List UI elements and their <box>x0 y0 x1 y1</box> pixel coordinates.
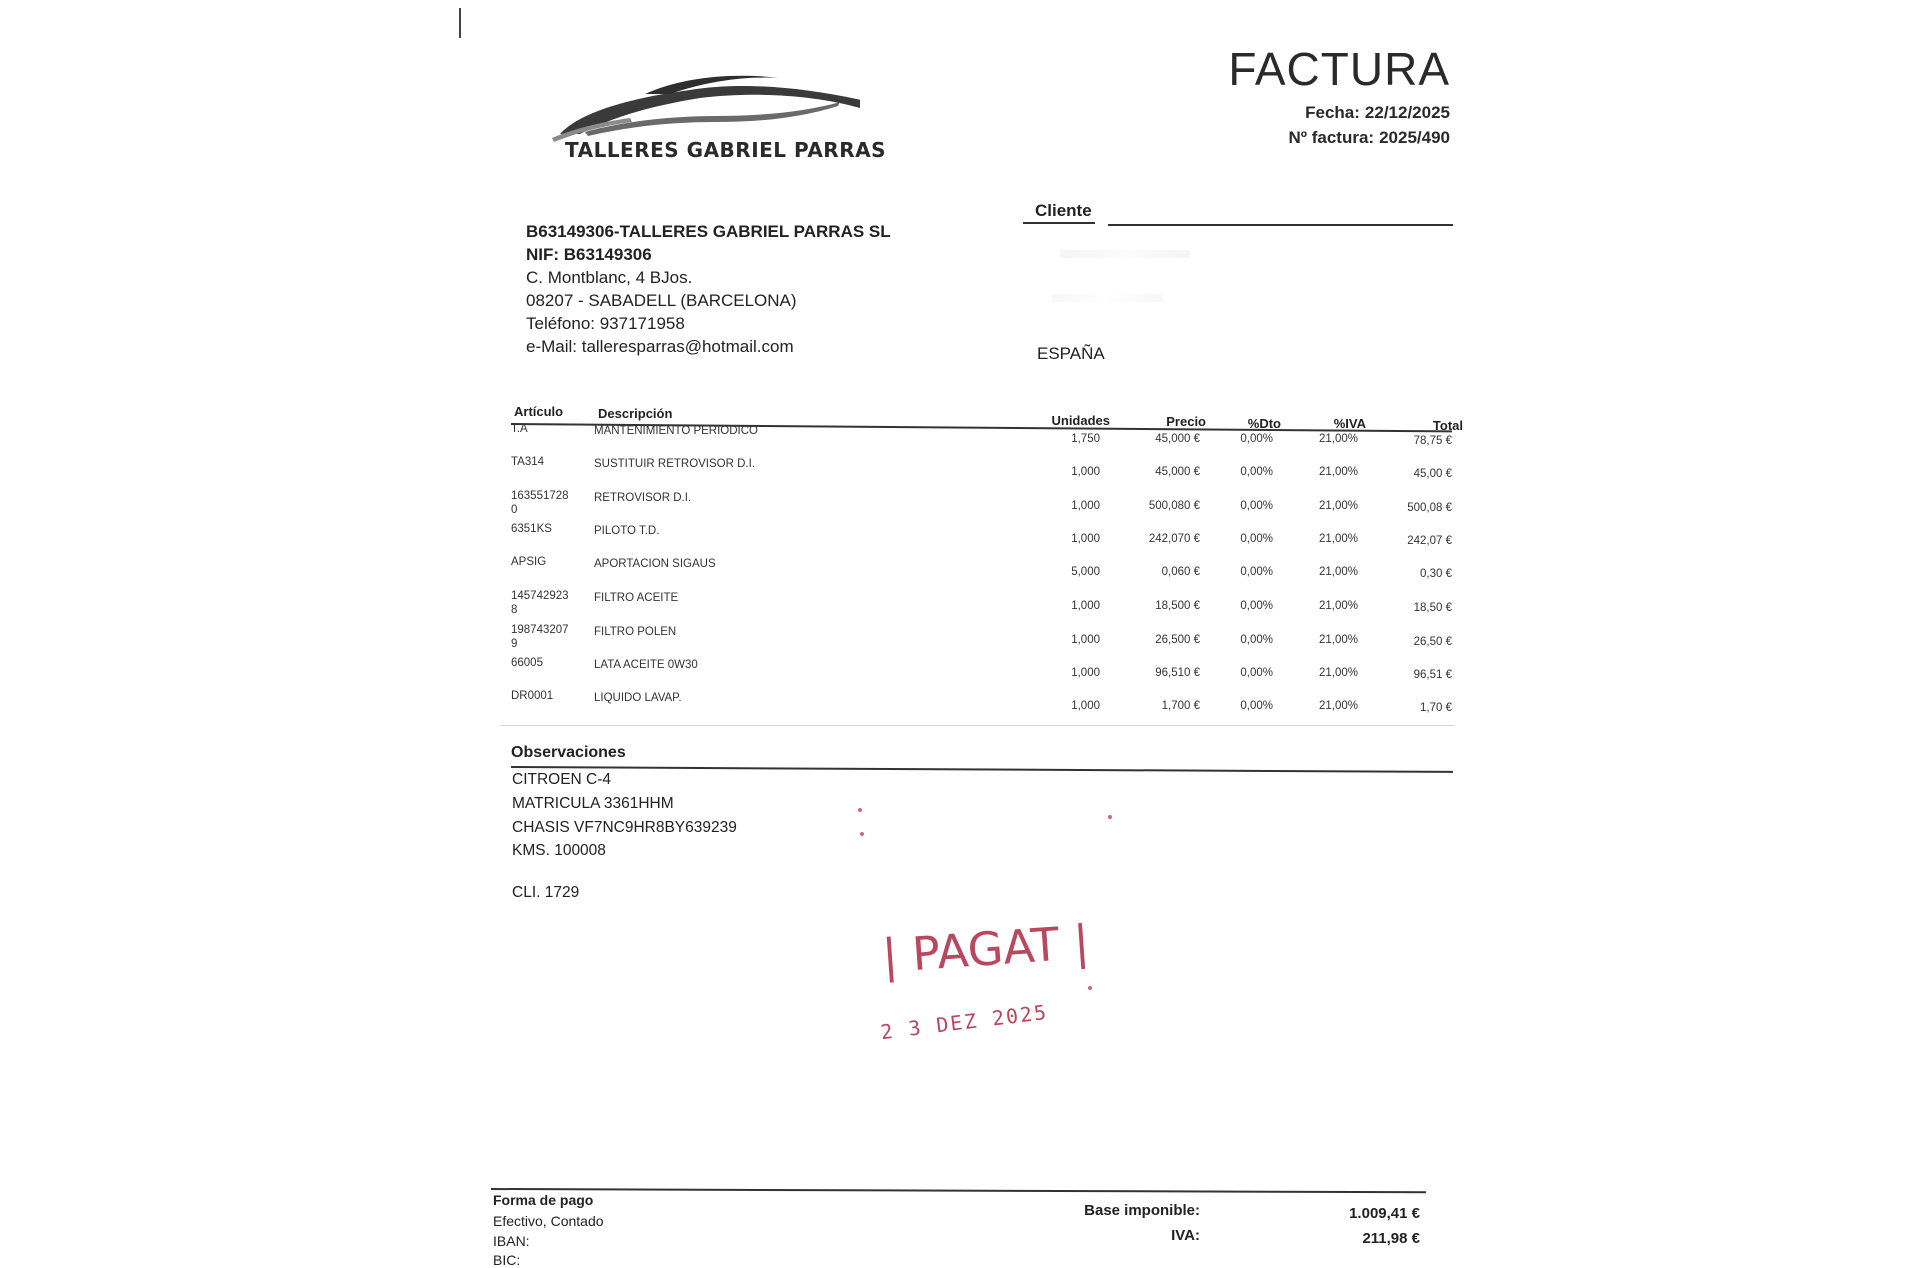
cell-discount: 0,00% <box>1240 466 1273 478</box>
client-code: CLI. 1729 <box>512 884 580 901</box>
invoice-date <box>1180 103 1450 123</box>
company-city: 08207 - SABADELL (BARCELONA) <box>526 291 797 310</box>
table-row <box>0 590 1920 620</box>
table-bottom-rule <box>500 725 1455 726</box>
cell-price: 45,000 € <box>1155 433 1200 445</box>
table-row <box>0 657 1920 687</box>
cell-description: SUSTITUIR RETROVISOR D.I. <box>594 458 756 470</box>
table-row <box>0 423 1920 453</box>
cell-discount: 0,00% <box>1240 433 1273 445</box>
footer-rule <box>491 1188 1426 1193</box>
cell-vat: 21,00% <box>1318 533 1358 545</box>
observation-line: KMS. 100008 <box>512 842 606 859</box>
client-country: ESPAÑA <box>1037 344 1105 363</box>
cell-total: 78,75 € <box>1413 435 1452 447</box>
cell-units: 5,000 <box>1071 566 1100 578</box>
cell-discount: 0,00% <box>1240 533 1273 545</box>
vat-total-label: IVA: <box>1171 1227 1200 1244</box>
cell-discount: 0,00% <box>1240 667 1273 679</box>
cell-discount: 0,00% <box>1240 566 1273 578</box>
invoice-number <box>1180 128 1450 148</box>
cell-total: 242,07 € <box>1407 535 1452 547</box>
logo-text: TALLERES GABRIEL PARRAS <box>565 138 886 162</box>
base-label: Base imponible: <box>1084 1202 1200 1219</box>
cell-units: 1,000 <box>1071 533 1100 545</box>
company-email: e-Mail: talleresparras@hotmail.com <box>526 337 794 356</box>
cell-article: 145742923 <box>511 590 569 602</box>
company-phone: Teléfono: 937171958 <box>526 314 685 333</box>
invoice-number-label: Nº factura: <box>1288 128 1375 147</box>
invoice-date-value: 22/12/2025 <box>1364 103 1450 122</box>
cell-units: 1,750 <box>1071 433 1100 445</box>
cell-article-cont: 0 <box>511 504 518 516</box>
base-value: 1.009,41 € <box>1349 1205 1420 1222</box>
paid-stamp: | PAGAT | <box>880 914 1091 984</box>
observation-line: CHASIS VF7NC9HR8BY639239 <box>512 819 737 836</box>
invoice-number-value: 2025/490 <box>1379 128 1450 147</box>
company-nif: NIF: B63149306 <box>526 245 652 264</box>
vat-total-value: 211,98 € <box>1362 1230 1420 1247</box>
cell-units: 1,000 <box>1071 667 1100 679</box>
cell-total: 1,70 € <box>1420 702 1452 714</box>
observations-rule <box>511 766 1453 772</box>
client-label: Cliente <box>1035 201 1092 220</box>
cell-total: 45,00 € <box>1413 468 1452 480</box>
bic-label: BIC: <box>493 1252 521 1268</box>
company-logo <box>540 72 886 172</box>
cell-vat: 21,00% <box>1318 466 1358 478</box>
cell-discount: 0,00% <box>1240 700 1273 712</box>
stamp-speck <box>1088 986 1092 990</box>
cell-price: 0,060 € <box>1161 566 1200 578</box>
scan-artifact <box>459 8 461 38</box>
cell-price: 96,510 € <box>1155 667 1200 679</box>
client-rule-short <box>1023 222 1095 224</box>
redacted-client-name <box>1060 250 1190 258</box>
cell-vat: 21,00% <box>1318 634 1358 646</box>
cell-article: 66005 <box>511 657 543 669</box>
col-header-units: Unidades <box>1051 413 1110 428</box>
cell-description: MANTENIMIENTO PERIODICO <box>594 425 758 437</box>
cell-article: 6351KS <box>511 523 552 535</box>
cell-description: LIQUIDO LAVAP. <box>594 692 682 704</box>
cell-total: 500,08 € <box>1407 502 1452 514</box>
cell-total: 0,30 € <box>1420 568 1452 580</box>
car-silhouette-icon <box>540 72 860 142</box>
cell-units: 1,000 <box>1071 466 1100 478</box>
cell-article: 198743207 <box>511 624 569 636</box>
cell-units: 1,000 <box>1071 600 1100 612</box>
cell-article-cont: 8 <box>511 604 518 616</box>
cell-description: PILOTO T.D. <box>594 525 660 537</box>
observations-title: Observaciones <box>511 744 626 761</box>
observation-line: MATRICULA 3361HHM <box>512 795 674 812</box>
table-row <box>0 624 1920 654</box>
invoice-date-label: Fecha: <box>1305 103 1360 122</box>
stamp-speck <box>858 808 862 812</box>
cell-total: 96,51 € <box>1413 669 1452 681</box>
cell-discount: 0,00% <box>1240 500 1273 512</box>
cell-vat: 21,00% <box>1318 500 1358 512</box>
cell-price: 18,500 € <box>1155 600 1200 612</box>
cell-description: APORTACION SIGAUS <box>594 558 716 570</box>
cell-description: LATA ACEITE 0W30 <box>594 659 698 671</box>
cell-price: 500,080 € <box>1148 500 1200 512</box>
paid-stamp-date: 2 3 DEZ 2025 <box>879 999 1050 1045</box>
cell-description: FILTRO ACEITE <box>594 592 679 604</box>
cell-article: TA314 <box>511 456 545 468</box>
cell-article: T.A <box>511 423 528 435</box>
redacted-client-address <box>1052 294 1162 302</box>
table-row <box>0 490 1920 520</box>
cell-units: 1,000 <box>1071 500 1100 512</box>
cell-vat: 21,00% <box>1318 667 1358 679</box>
cell-vat: 21,00% <box>1318 700 1358 712</box>
cell-discount: 0,00% <box>1240 634 1273 646</box>
cell-discount: 0,00% <box>1240 600 1273 612</box>
cell-price: 1,700 € <box>1161 700 1200 712</box>
col-header-price: Precio <box>1166 414 1206 429</box>
cell-total: 26,50 € <box>1413 636 1452 648</box>
col-header-article: Artículo <box>514 404 564 419</box>
cell-article: APSIG <box>511 556 547 568</box>
cell-units: 1,000 <box>1071 700 1100 712</box>
cell-article-cont: 9 <box>511 638 518 650</box>
table-row <box>0 556 1920 586</box>
cell-price: 242,070 € <box>1148 533 1200 545</box>
cell-units: 1,000 <box>1071 634 1100 646</box>
cell-description: FILTRO POLEN <box>594 626 677 638</box>
invoice-title: FACTURA <box>1228 43 1450 95</box>
cell-price: 45,000 € <box>1155 466 1200 478</box>
table-row <box>0 523 1920 553</box>
table-row <box>0 690 1920 720</box>
col-header-description: Descripción <box>598 406 673 421</box>
col-header-discount: %Dto <box>1247 416 1281 431</box>
cell-article: DR0001 <box>511 690 554 702</box>
client-rule <box>1108 224 1453 226</box>
col-header-vat: %IVA <box>1333 416 1366 431</box>
company-name: B63149306-TALLERES GABRIEL PARRAS SL <box>526 222 891 241</box>
company-address: C. Montblanc, 4 BJos. <box>526 268 693 287</box>
col-header-total: Total <box>1432 418 1463 433</box>
cell-price: 26,500 € <box>1155 634 1200 646</box>
cell-article: 163551728 <box>511 490 569 502</box>
stamp-speck <box>860 832 864 836</box>
table-row <box>0 456 1920 486</box>
cell-description: RETROVISOR D.I. <box>594 492 692 504</box>
payment-method: Efectivo, Contado <box>493 1213 604 1229</box>
stamp-speck <box>1108 815 1112 819</box>
company-details <box>526 220 891 358</box>
cell-vat: 21,00% <box>1318 433 1358 445</box>
cell-vat: 21,00% <box>1318 566 1358 578</box>
iban-label: IBAN: <box>493 1233 530 1249</box>
cell-vat: 21,00% <box>1318 600 1358 612</box>
observation-line: CITROEN C-4 <box>512 771 612 788</box>
payment-label: Forma de pago <box>493 1192 594 1208</box>
cell-total: 18,50 € <box>1413 602 1452 614</box>
